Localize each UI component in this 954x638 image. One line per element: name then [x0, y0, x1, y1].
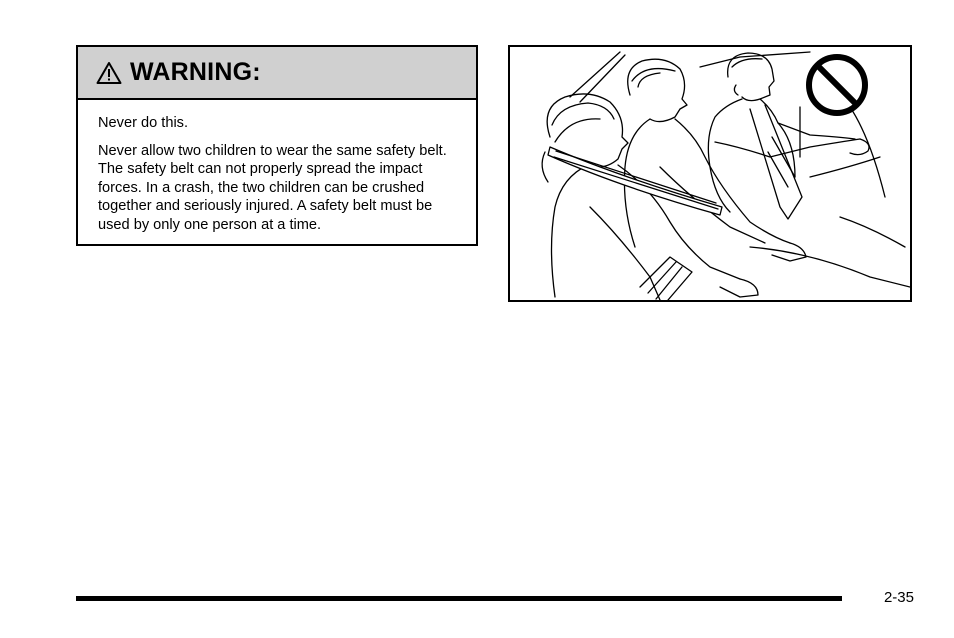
- warning-title: WARNING:: [130, 58, 261, 86]
- footer-rule: [76, 596, 842, 601]
- warning-paragraph: Never allow two children to wear the same safety belt. The safety belt can not properly spread the impact forces. In a crash, the two children can be crushed together and seriously injured. A safety belt must be used by only one person at a time.: [98, 142, 447, 233]
- prohibited-icon: [809, 57, 865, 113]
- warning-triangle-icon: [96, 61, 122, 85]
- illustration-drawing: [510, 47, 910, 300]
- warning-paragraph: Never do this.: [98, 115, 189, 131]
- warning-box: [76, 45, 478, 246]
- illustration-two-children-one-belt: [508, 45, 912, 302]
- page-number: 2-35: [883, 589, 914, 606]
- warning-header: [78, 47, 476, 100]
- warning-body: [78, 100, 476, 235]
